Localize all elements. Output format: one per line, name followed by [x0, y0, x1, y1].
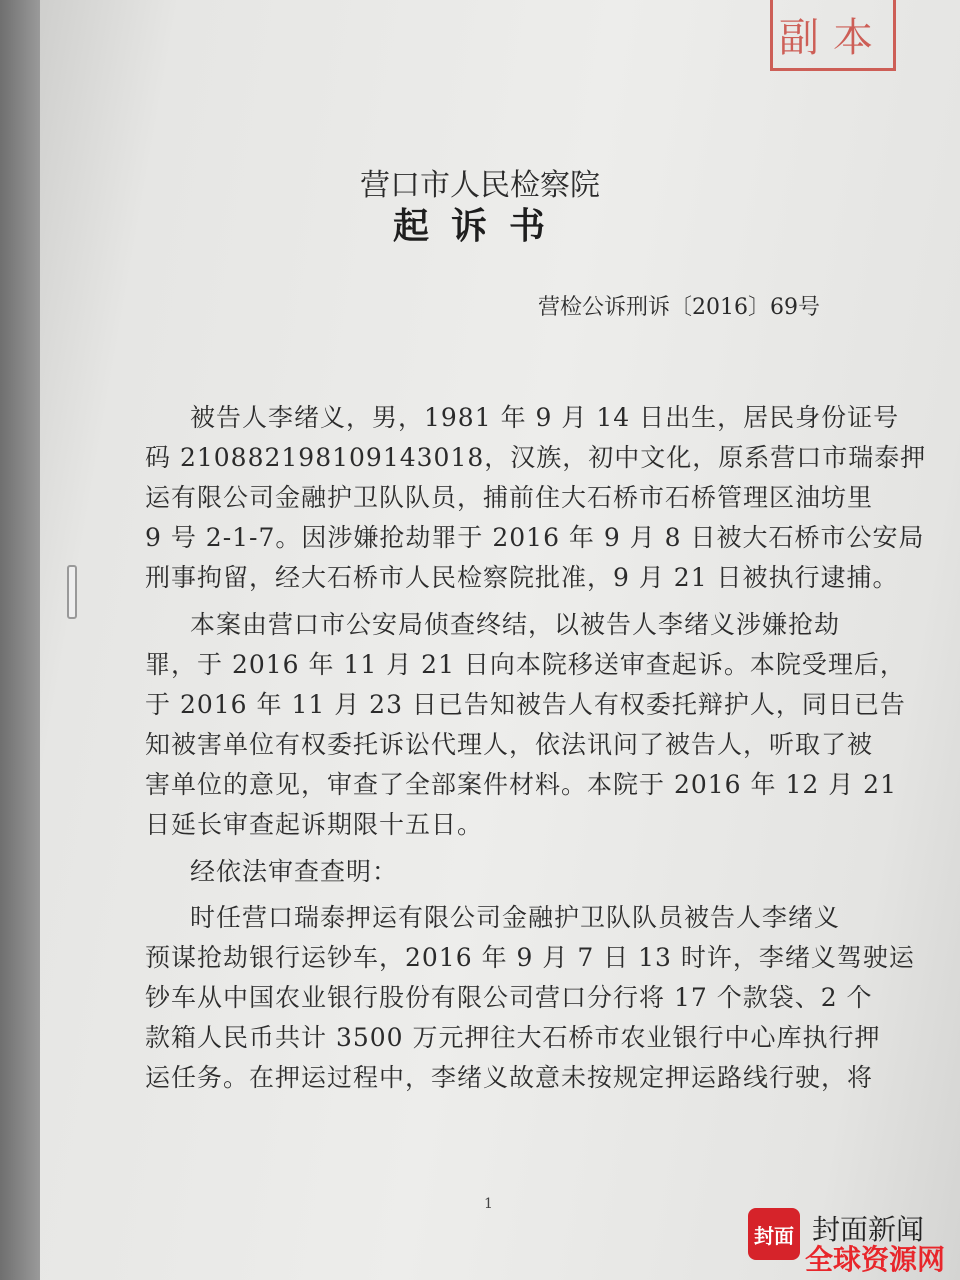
body-text-line: 罪，于 2016 年 11 月 21 日向本院移送审查起诉。本院受理后， [145, 650, 906, 679]
body-text-line: 害单位的意见，审查了全部案件材料。本院于 2016 年 12 月 21 [145, 770, 897, 799]
body-text-line: 知被害单位有权委托诉讼代理人，依法讯问了被告人，听取了被 [145, 730, 874, 759]
brand-name: 封面新闻 [812, 1213, 925, 1246]
body-text-line: 钞车从中国农业银行股份有限公司营口分行将 17 个款袋、2 个 [145, 983, 873, 1012]
body-text-line: 被告人李绪义，男，1981 年 9 月 14 日出生，居民身份证号 [190, 403, 900, 432]
staple-clip [67, 565, 77, 619]
page-number: 1 [484, 1196, 493, 1212]
body-text-line: 时任营口瑞泰押运有限公司金融护卫队队员被告人李绪义 [190, 903, 841, 932]
body-text-line: 日延长审查起诉期限十五日。 [145, 810, 484, 839]
body-text-line: 刑事拘留，经大石桥市人民检察院批准，9 月 21 日被执行逮捕。 [145, 563, 899, 592]
body-text-line: 款箱人民币共计 3500 万元押往大石桥市农业银行中心库执行押 [145, 1023, 881, 1052]
body-text-line: 预谋抢劫银行运钞车，2016 年 9 月 7 日 13 时许，李绪义驾驶运 [145, 943, 915, 972]
document-number: 营检公诉刑诉〔2016〕69号 [538, 295, 820, 320]
body-text-line: 于 2016 年 11 月 23 日已告知被告人有权委托辩护人，同日已告 [145, 690, 906, 719]
body-text-line: 本案由营口市公安局侦查终结，以被告人李绪义涉嫌抢劫 [190, 610, 841, 639]
body-text-line: 码 210882198109143018，汉族，初中文化，原系营口市瑞泰押 [145, 443, 927, 472]
cover-news-logo-icon: 封面 [748, 1208, 800, 1260]
copy-stamp: 副本 [770, 0, 896, 71]
document-title: 起诉书 [392, 205, 567, 247]
body-text-line: 运任务。在押运过程中，李绪义故意未按规定押运路线行驶，将 [145, 1063, 874, 1092]
body-text-line: 9 号 2-1-7。因涉嫌抢劫罪于 2016 年 9 月 8 日被大石桥市公安局 [145, 523, 925, 552]
organization-name: 营口市人民检察院 [360, 168, 600, 203]
body-text-line: 经依法审查查明： [190, 857, 399, 886]
body-text-line: 运有限公司金融护卫队队员，捕前住大石桥市石桥管理区油坊里 [145, 483, 874, 512]
watermark-text: 全球资源网 [805, 1243, 946, 1276]
